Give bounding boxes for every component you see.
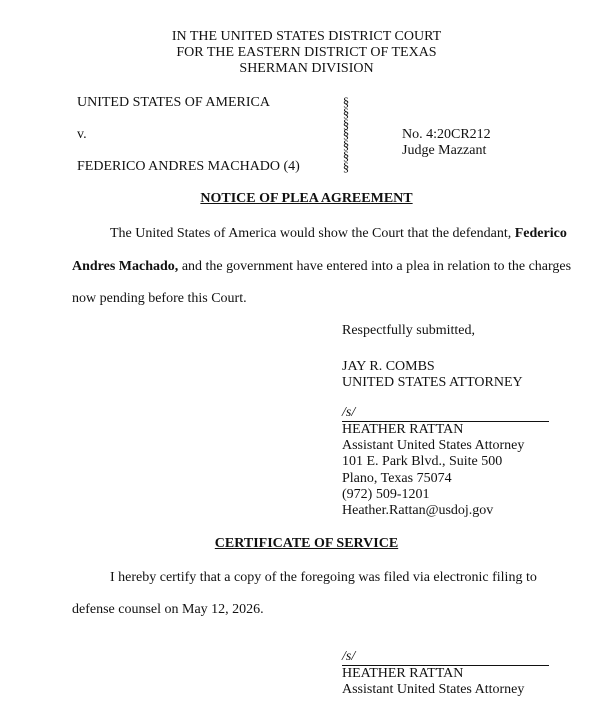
caption-defendant: FEDERICO ANDRES MACHADO (4) bbox=[77, 159, 300, 174]
certificate-signature-line: /s/ bbox=[342, 649, 549, 666]
certificate-signer-block bbox=[342, 666, 524, 698]
signer-block bbox=[342, 422, 524, 519]
email-address: Heather.Rattan@usdoj.gov bbox=[342, 503, 494, 519]
section-symbol: § bbox=[342, 104, 350, 120]
notice-text: The United States of America would show the Court that the defendant, bbox=[110, 226, 515, 241]
us-attorney-block bbox=[342, 359, 523, 391]
section-symbol: § bbox=[342, 137, 350, 153]
notice-heading: NOTICE OF PLEA AGREEMENT bbox=[200, 191, 413, 206]
section-symbol: § bbox=[342, 115, 350, 131]
signer-name: HEATHER RATTAN bbox=[342, 422, 464, 437]
address-line-2: Plano, Texas 75074 bbox=[342, 470, 452, 486]
section-symbol: § bbox=[342, 126, 350, 142]
attorney-name: JAY R. COMBS bbox=[342, 359, 435, 374]
notice-line-2 bbox=[72, 259, 571, 275]
attorney-title: UNITED STATES ATTORNEY bbox=[342, 375, 523, 391]
caption-plaintiff: UNITED STATES OF AMERICA bbox=[77, 95, 270, 110]
caption-section-column bbox=[340, 96, 352, 172]
court-name: IN THE UNITED STATES DISTRICT COURT bbox=[171, 29, 442, 44]
section-symbol: § bbox=[342, 158, 350, 174]
court-district: FOR THE EASTERN DISTRICT OF TEXAS bbox=[176, 45, 437, 60]
section-symbol: § bbox=[342, 147, 350, 163]
address-line-1: 101 E. Park Blvd., Suite 500 bbox=[342, 454, 503, 470]
notice-text: and the government have entered into a plea in relation to the charges bbox=[178, 259, 572, 274]
certificate-line-2: defense counsel on May 12, 2026. bbox=[72, 602, 264, 617]
section-symbol: § bbox=[342, 94, 350, 109]
certificate-heading: CERTIFICATE OF SERVICE bbox=[214, 536, 399, 551]
certificate-signer-title: Assistant United States Attorney bbox=[342, 682, 525, 698]
certificate-line-1: I hereby certify that a copy of the foregoing was filed via electronic filing to bbox=[110, 570, 537, 585]
defendant-name-bold: Andres Machado, bbox=[72, 259, 179, 274]
closing: Respectfully submitted, bbox=[342, 323, 475, 338]
signature-line: /s/ bbox=[342, 405, 549, 422]
caption-versus: v. bbox=[77, 127, 87, 142]
signer-title: Assistant United States Attorney bbox=[342, 438, 525, 454]
court-division: SHERMAN DIVISION bbox=[239, 61, 374, 76]
judge-name: Judge Mazzant bbox=[402, 143, 487, 158]
notice-line-1 bbox=[110, 226, 567, 242]
certificate-signer-name: HEATHER RATTAN bbox=[342, 666, 464, 681]
notice-line-3: now pending before this Court. bbox=[72, 291, 247, 306]
defendant-name-bold: Federico bbox=[514, 226, 567, 241]
court-header bbox=[0, 29, 613, 77]
phone-number: (972) 509-1201 bbox=[342, 486, 430, 502]
case-number: No. 4:20CR212 bbox=[402, 127, 491, 142]
